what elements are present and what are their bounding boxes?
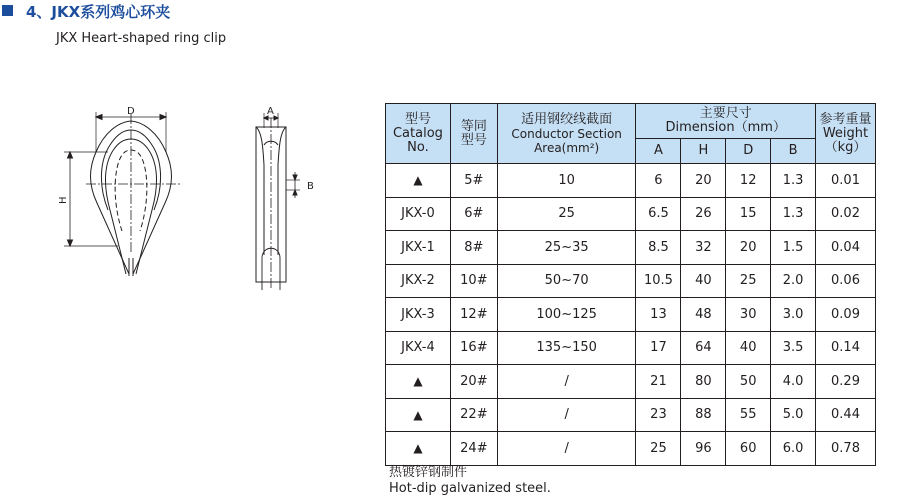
cell-equiv: 24#: [450, 432, 497, 466]
header-dim-cn: 主要尺寸: [699, 106, 752, 121]
cell-equiv: 6#: [450, 197, 497, 231]
cell-section: 25~35: [497, 231, 636, 265]
header-catalog-en: Catalog: [392, 125, 443, 141]
cell-catalog: ▲: [386, 365, 451, 399]
cell-D: 25: [726, 264, 771, 298]
header-catalog-no: No.: [407, 139, 429, 155]
table-row: [386, 298, 876, 332]
cell-equiv: 20#: [450, 365, 497, 399]
cell-section: 100~125: [497, 298, 636, 332]
cell-B: 4.0: [771, 365, 816, 399]
cell-catalog: JKX-3: [386, 298, 451, 332]
header-weight-unit: （kg）: [824, 139, 867, 155]
table-row: [386, 164, 876, 198]
table-row: [386, 331, 876, 365]
header-section: [497, 104, 636, 164]
cell-B: 1.3: [771, 164, 816, 198]
cell-H: 26: [681, 197, 726, 231]
header-dim-A: A: [636, 139, 681, 164]
cell-H: 96: [681, 432, 726, 466]
table-row: [386, 231, 876, 265]
header-dimension: [636, 104, 816, 139]
cell-B: 1.5: [771, 231, 816, 265]
header-section-en: Conductor Section: [511, 126, 622, 141]
header-weight-cn: 参考重量: [819, 111, 872, 127]
cell-D: 20: [726, 231, 771, 265]
cell-weight: 0.02: [816, 197, 876, 231]
table-row: [386, 197, 876, 231]
cell-A: 23: [636, 398, 681, 432]
cell-equiv: 8#: [450, 231, 497, 265]
cell-section: 25: [497, 197, 636, 231]
cell-D: 30: [726, 298, 771, 332]
label-D: D: [127, 106, 135, 117]
cell-section: /: [497, 398, 636, 432]
header-equiv: [450, 104, 497, 164]
cell-A: 17: [636, 331, 681, 365]
cell-B: 1.3: [771, 197, 816, 231]
cell-section: 50~70: [497, 264, 636, 298]
cell-weight: 0.14: [816, 331, 876, 365]
spec-table: [385, 103, 876, 466]
cell-catalog: ▲: [386, 164, 451, 198]
cell-weight: 0.44: [816, 398, 876, 432]
header-section-cn: 适用钢绞线截面: [521, 111, 613, 127]
cell-H: 88: [681, 398, 726, 432]
cell-equiv: 16#: [450, 331, 497, 365]
cell-equiv: 22#: [450, 398, 497, 432]
cell-D: 12: [726, 164, 771, 198]
cell-B: 3.5: [771, 331, 816, 365]
header-dim-D: D: [726, 139, 771, 164]
material-note: [389, 465, 551, 497]
label-A: A: [267, 106, 274, 117]
cell-H: 20: [681, 164, 726, 198]
cell-weight: 0.06: [816, 264, 876, 298]
cell-H: 32: [681, 231, 726, 265]
cell-B: 6.0: [771, 432, 816, 466]
cell-equiv: 10#: [450, 264, 497, 298]
header-catalog-cn: 型号: [404, 111, 431, 127]
header-section-unit: Area(mm²): [534, 140, 600, 155]
cell-weight: 0.01: [816, 164, 876, 198]
table-row: [386, 264, 876, 298]
header-catalog: [386, 104, 451, 164]
header-dim-B: B: [771, 139, 816, 164]
header-equiv-line1: 等同: [460, 118, 487, 134]
cell-A: 21: [636, 365, 681, 399]
header-dim-en: Dimension（mm）: [665, 120, 786, 135]
cell-catalog: JKX-1: [386, 231, 451, 265]
cell-D: 60: [726, 432, 771, 466]
cell-A: 25: [636, 432, 681, 466]
cell-section: 135~150: [497, 331, 636, 365]
cell-D: 40: [726, 331, 771, 365]
table-row: [386, 432, 876, 466]
cell-catalog: JKX-0: [386, 197, 451, 231]
cell-catalog: ▲: [386, 432, 451, 466]
cell-equiv: 5#: [450, 164, 497, 198]
cell-weight: 0.78: [816, 432, 876, 466]
cell-section: /: [497, 432, 636, 466]
cell-weight: 0.09: [816, 298, 876, 332]
title-bullet-icon: [2, 5, 13, 16]
cell-B: 5.0: [771, 398, 816, 432]
page-subtitle: JKX Heart-shaped ring clip: [56, 31, 227, 46]
cell-A: 6: [636, 164, 681, 198]
side-view: [256, 113, 300, 290]
cell-A: 10.5: [636, 264, 681, 298]
cell-catalog: JKX-4: [386, 331, 451, 365]
cell-equiv: 12#: [450, 298, 497, 332]
table-row: [386, 398, 876, 432]
cell-H: 80: [681, 365, 726, 399]
header-weight: [816, 104, 876, 164]
cell-catalog: ▲: [386, 398, 451, 432]
title-bar: [0, 0, 900, 24]
header-dim-H: H: [681, 139, 726, 164]
cell-B: 2.0: [771, 264, 816, 298]
note-cn: 热镀锌钢制件: [389, 465, 468, 480]
cell-weight: 0.04: [816, 231, 876, 265]
header-weight-en: Weight: [822, 125, 869, 141]
cell-D: 55: [726, 398, 771, 432]
cell-section: /: [497, 365, 636, 399]
cell-H: 64: [681, 331, 726, 365]
page-title: 4、JKX系列鸡心环夹: [26, 3, 171, 21]
cell-D: 15: [726, 197, 771, 231]
label-B: B: [307, 181, 314, 192]
cell-catalog: JKX-2: [386, 264, 451, 298]
note-en: Hot-dip galvanized steel.: [389, 481, 551, 496]
label-H: H: [58, 196, 69, 204]
cell-A: 8.5: [636, 231, 681, 265]
cell-section: 10: [497, 164, 636, 198]
cell-H: 48: [681, 298, 726, 332]
table-row: [386, 365, 876, 399]
cell-A: 13: [636, 298, 681, 332]
front-view: [64, 112, 180, 276]
cell-B: 3.0: [771, 298, 816, 332]
cell-D: 50: [726, 365, 771, 399]
cell-weight: 0.29: [816, 365, 876, 399]
cell-H: 40: [681, 264, 726, 298]
technical-drawing: [0, 80, 385, 310]
cell-A: 6.5: [636, 197, 681, 231]
header-equiv-line2: 型号: [460, 132, 487, 148]
